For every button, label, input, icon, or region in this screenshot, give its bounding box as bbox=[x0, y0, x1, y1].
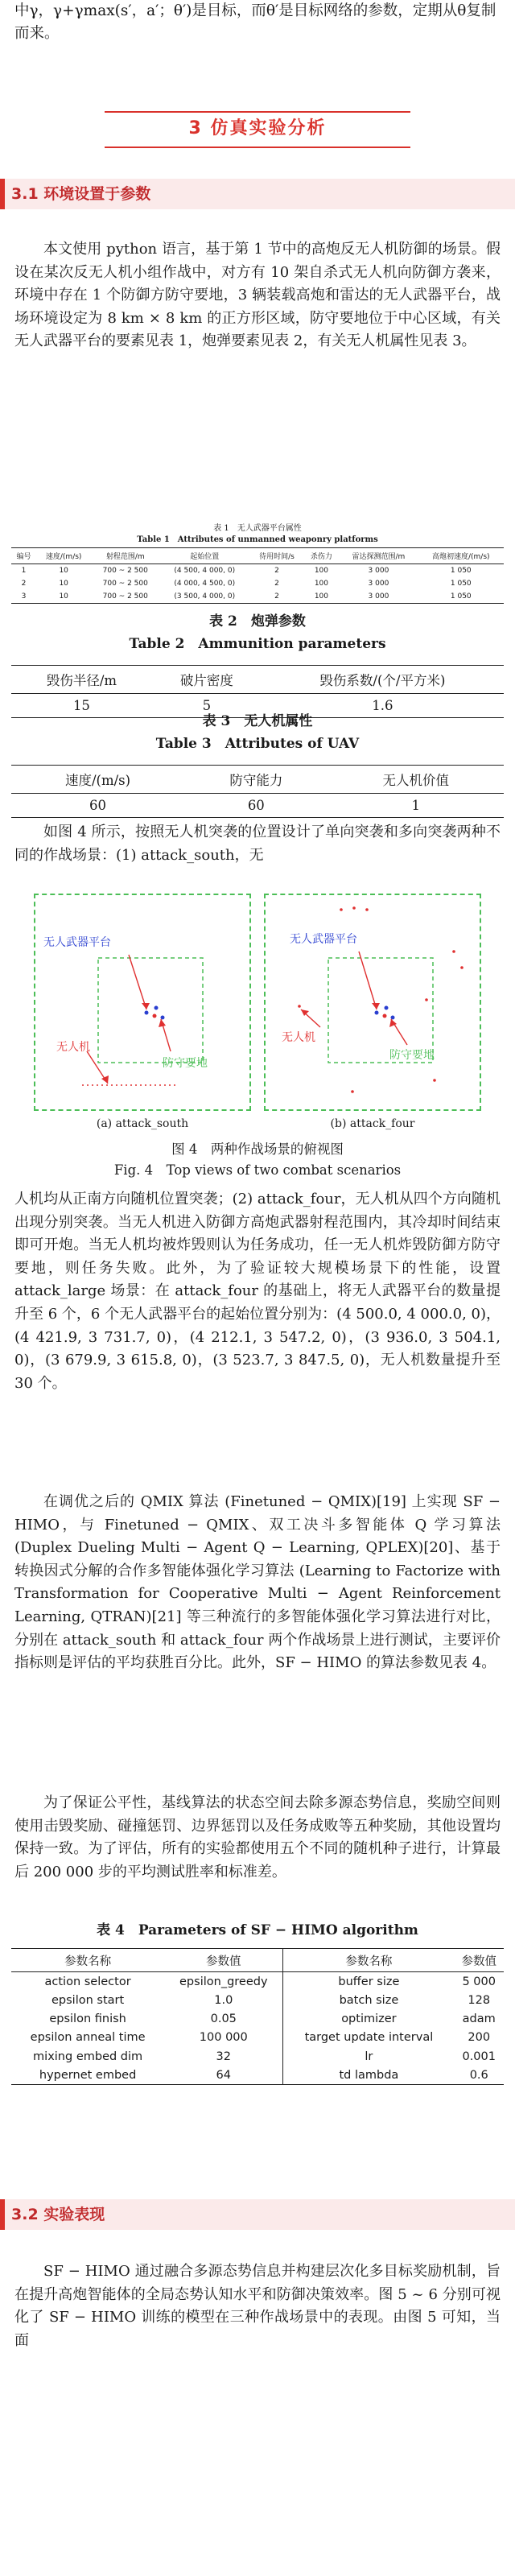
table-cell: mixing embed dim bbox=[33, 2050, 143, 2063]
defense-dot bbox=[153, 1014, 157, 1018]
weapon-dot bbox=[161, 1016, 165, 1020]
table-cell: 100 bbox=[314, 567, 329, 575]
table1-caption-en-label: Table 1 bbox=[137, 535, 170, 544]
paragraph-scenarios-intro: 如图 4 所示，按照无人机突袭的位置设计了单向突袭和多向突袭两种不同的作战场景：(1) attack_south，无 bbox=[14, 824, 501, 864]
table-cell: optimizer bbox=[283, 2010, 455, 2029]
table1-caption-en bbox=[0, 535, 515, 545]
weapon-dot bbox=[385, 1006, 389, 1010]
weapon-dot bbox=[154, 1006, 159, 1010]
table-cell: 15 bbox=[72, 698, 90, 713]
table2-ammunition bbox=[11, 665, 504, 718]
label-defense: 防守要地 bbox=[163, 1057, 208, 1070]
figure4-caption-zh: 图 4 两种作战场景的俯视图 bbox=[171, 1141, 344, 1157]
weapon-dot bbox=[375, 1011, 379, 1015]
subsection-3-1-heading: 3.1 环境设置于参数 bbox=[0, 179, 515, 209]
paragraph-results: SF − HIMO 通过融合多源态势信息并构建层次化多目标奖励机制，旨在提升高炮智能体的全局态势认知水平和防御决策效率。图 5 ~ 6 分别可视化了 SF − HIMO 训练的模型在三种作战场景中的表现。由图 5 可知，当面 bbox=[14, 2263, 501, 2349]
table-cell: 0.001 bbox=[462, 2050, 496, 2063]
uav-dot bbox=[433, 1079, 436, 1082]
table3-uav bbox=[11, 765, 504, 818]
paragraph-baselines: 在调优之后的 QMIX 算法 (Finetuned − QMIX)[19] 上实现 SF − HIMO，与 Finetuned − QMIX、双工决斗多智能体 Q 学习算法 (Duplex Dueling Multi − Agent Q − Learning, QPLEX)[20]、基于转换因式分解的合作多智能体强化学习算法 (Learning to Factorize with Transformation for Cooperative Multi − Agent Reinforcement Learning, QTRAN)[21] 等三种流行的多智能体强化学习算法进行对比，分别在 attack_south 和 attack_four 两个作战场景上进行测试，主要评价指标则是评估的平均获胜百分比。此外，SF − HIMO 的算法参数见表 4。 bbox=[14, 1493, 501, 1672]
panel-attack-south bbox=[34, 894, 251, 1111]
table-row bbox=[11, 2066, 504, 2085]
table-cell: 3 000 bbox=[368, 580, 389, 588]
table-cell: 10 bbox=[59, 580, 68, 588]
subcaption-b: (b) attack_four bbox=[330, 1117, 415, 1130]
table2-header-row bbox=[11, 666, 504, 694]
table-cell: 100 000 bbox=[164, 2029, 283, 2047]
arrow-weapon bbox=[129, 955, 146, 1009]
table3-header-cell: 速度/(m/s) bbox=[64, 773, 131, 788]
table-cell: 64 bbox=[164, 2066, 283, 2085]
table1-header-cell: 雷达探测范围/m bbox=[352, 553, 406, 561]
defense-dot bbox=[383, 1014, 387, 1018]
table-cell: 1.0 bbox=[164, 1991, 283, 2009]
arrowhead bbox=[301, 1009, 309, 1016]
table4-header-row bbox=[11, 1949, 504, 1972]
table-cell: 5 000 bbox=[462, 1975, 496, 1988]
table-cell: 700 ~ 2 500 bbox=[102, 592, 148, 601]
table-cell: 700 ~ 2 500 bbox=[102, 580, 148, 588]
table1-header-row bbox=[11, 548, 504, 564]
table4-header-cell: 参数值 bbox=[164, 1949, 283, 1972]
table-cell: (4 000, 4 500, 0) bbox=[174, 580, 236, 588]
uav-dot bbox=[340, 908, 343, 911]
uav-dot bbox=[425, 998, 428, 1001]
table2-caption-en: Table 2 Ammunition parameters bbox=[129, 636, 386, 652]
table1-weapon-platforms bbox=[11, 547, 504, 604]
subcaption-a: (a) attack_south bbox=[96, 1117, 189, 1130]
table1-header-cell: 起始位置 bbox=[190, 553, 220, 561]
table-cell: 2 bbox=[21, 580, 27, 588]
table-cell: 60 bbox=[89, 798, 107, 813]
table-cell: hypernet embed bbox=[39, 2068, 137, 2082]
uav-dot bbox=[460, 966, 464, 969]
table-cell: 1 050 bbox=[450, 580, 472, 588]
label-defense: 防守要地 bbox=[389, 1049, 435, 1062]
table4-header-cell: 参数名称 bbox=[64, 1955, 112, 1968]
defense-zone-box bbox=[98, 958, 203, 1063]
table3-header-cell: 防守能力 bbox=[229, 773, 283, 788]
table-cell: 3 bbox=[21, 592, 27, 601]
table-cell: buffer size bbox=[283, 1972, 455, 1992]
table-cell: 100 bbox=[314, 580, 329, 588]
table-cell: 1.6 bbox=[372, 698, 393, 713]
table2-header-cell: 毁伤半径/m bbox=[46, 673, 117, 688]
table-row bbox=[11, 590, 504, 604]
table-cell: td lambda bbox=[283, 2066, 455, 2085]
table-cell: 3 000 bbox=[368, 567, 389, 575]
heading-rule-top bbox=[105, 111, 410, 113]
table-cell: target update interval bbox=[283, 2029, 455, 2047]
table-cell: 128 bbox=[468, 1993, 491, 2007]
section-3-heading bbox=[0, 97, 515, 161]
uav-dot bbox=[298, 1005, 301, 1008]
table-row bbox=[11, 2029, 504, 2047]
label-uav: 无人机 bbox=[282, 1031, 315, 1044]
arrowhead bbox=[101, 1075, 109, 1084]
table-cell: 2 bbox=[274, 592, 279, 601]
table-cell: 1 bbox=[21, 567, 27, 575]
table1-header-cell: 射程范围/m bbox=[105, 553, 145, 561]
table-cell: 5 bbox=[202, 698, 212, 713]
table-cell: epsilon_greedy bbox=[164, 1972, 283, 1992]
table1-header-cell: 速度/(m/s) bbox=[45, 553, 82, 561]
table-cell: 1 bbox=[411, 798, 421, 813]
table-cell: (3 500, 4 000, 0) bbox=[174, 592, 236, 601]
table3-caption-en: Table 3 Attributes of UAV bbox=[155, 736, 360, 752]
arrowhead bbox=[159, 1019, 166, 1027]
table-cell: 1 050 bbox=[450, 567, 472, 575]
subsection-3-2-heading: 3.2 实验表现 bbox=[0, 2199, 515, 2230]
table-cell: 0.05 bbox=[164, 2010, 283, 2029]
label-weapon-platform: 无人武器平台 bbox=[43, 936, 111, 949]
table1-caption-zh: 表 1 无人武器平台属性 bbox=[213, 524, 302, 533]
section-title: 3 仿真实验分析 bbox=[188, 118, 327, 138]
uav-dot bbox=[365, 908, 369, 911]
table1-caption-en-text: Attributes of unmanned weaponry platforms bbox=[177, 535, 378, 544]
table-cell: (4 500, 4 000, 0) bbox=[174, 567, 236, 575]
table1-header-cell: 高炮初速度/(m/s) bbox=[432, 553, 490, 561]
table-cell: 60 bbox=[247, 798, 265, 813]
figure4-caption-en: Fig. 4 Top views of two combat scenarios bbox=[113, 1162, 402, 1178]
uav-dot bbox=[452, 950, 455, 953]
table-cell: 1 050 bbox=[450, 592, 472, 601]
table4-caption-en: Parameters of SF − HIMO algorithm bbox=[138, 1922, 418, 1938]
table1-header-cell: 待用时间/s bbox=[259, 553, 295, 561]
table-cell: epsilon finish bbox=[49, 2013, 126, 2026]
table-cell: lr bbox=[283, 2047, 455, 2066]
table-row bbox=[11, 1972, 504, 1992]
table-cell: 10 bbox=[59, 592, 68, 601]
panel-b-drawing bbox=[264, 894, 481, 1111]
table-cell: epsilon anneal time bbox=[30, 2031, 146, 2045]
table4-header-cell: 参数值 bbox=[461, 1955, 496, 1968]
uav-dot bbox=[352, 906, 356, 910]
label-weapon-platform: 无人武器平台 bbox=[290, 933, 357, 946]
weapon-dot bbox=[145, 1011, 149, 1015]
table4-header-cell: 参数名称 bbox=[283, 1949, 455, 1972]
table2-caption-zh: 表 2 炮弹参数 bbox=[209, 613, 306, 630]
weapon-dot bbox=[391, 1016, 395, 1020]
table-cell: action selector bbox=[44, 1975, 131, 1988]
table4-algorithm-params bbox=[11, 1948, 504, 2085]
table-cell: 100 bbox=[314, 592, 329, 601]
table4-caption-label: 表 4 bbox=[97, 1922, 125, 1938]
table-cell: epsilon start bbox=[52, 1993, 125, 2007]
table-row bbox=[11, 577, 504, 590]
table2-header-cell: 毁伤系数/(个/平方米) bbox=[319, 673, 446, 688]
table3-header-cell: 无人机价值 bbox=[382, 773, 450, 788]
table-row bbox=[11, 2047, 504, 2066]
table-cell: 2 bbox=[274, 580, 279, 588]
table-cell: batch size bbox=[283, 1991, 455, 2009]
table-row bbox=[11, 1991, 504, 2009]
paragraph-environment: 本文使用 python 语言，基于第 1 节中的高炮反无人机防御的场景。假设在某次反无人机小组作战中，对方有 10 架自杀式无人机向防御方袭来，环境中存在 1 个防御方防守要地，3 辆装载高炮和雷达的无人武器平台，战场环境设定为 8 km × 8 km 的正方形区域，防守要地位于中心区域，有关无人武器平台的要素见表 1，炮弹要素见表 2，有关无人机属性见表 3。 bbox=[14, 241, 501, 350]
table1-header-cell: 杀伤力 bbox=[310, 553, 332, 561]
table-row bbox=[11, 2010, 504, 2029]
paragraph-scenarios-detail: 人机均从正南方向随机位置突袭；(2) attack_four，无人机从四个方向随机出现分别突袭。当无人机进入防御方高炮武器射程范围内，其冷却时间结束即可开炮。当无人机均被炸毁则认为任务成功，任一无人机炸毁防御方防守要地，则任务失败。此外，为了验证较大规模场景下的性能，设置 attack_large 场景：在 attack_four 的基础上，将无人武器平台的数量提升至 6 个，6 个无人武器平台的起始位置分别为：(4 500.0, 4 000.0, 0)，(4 421.9, 3 731.7, 0)，(4 212.1, 3 547.2, 0)，(3 936.0, 3 504.1, 0)，(3 679.9, 3 615.8, 0)，(3 523.7, 3 847.5, 0)，无人机数量提升至 30 个。 bbox=[14, 1191, 501, 1392]
table2-header-cell: 破片密度 bbox=[179, 673, 233, 688]
table3-caption-zh: 表 3 无人机属性 bbox=[202, 713, 313, 729]
table3-header-row bbox=[11, 766, 504, 794]
panel-a-drawing bbox=[34, 894, 251, 1111]
paragraph-fairness: 为了保证公平性，基线算法的状态空间去除多源态势信息，奖励空间则使用击毁奖励、碰撞惩罚、边界惩罚以及任务成败等五种奖励，其他设置均保持一致。为了评估，所有的实验都使用五个不同的随机种子进行，计算最后 200 000 步的平均测试胜率和标准差。 bbox=[14, 1794, 501, 1880]
table-cell: 3 000 bbox=[368, 592, 389, 601]
heading-rule-bottom bbox=[105, 147, 410, 148]
table-row bbox=[11, 564, 504, 578]
arrow-weapon bbox=[359, 952, 377, 1009]
table-cell: adam bbox=[462, 2013, 496, 2026]
table4-caption bbox=[0, 1921, 515, 1940]
intro-fragment: 中γ，γ+γmax(s′，a′；θ′)是目标，而θ′是目标网络的参数，定期从θ复制而来。 bbox=[14, 2, 496, 42]
table-cell: 200 bbox=[468, 2031, 491, 2045]
table-cell: 32 bbox=[164, 2047, 283, 2066]
figure-4 bbox=[34, 894, 481, 1135]
table1-header-cell: 编号 bbox=[16, 553, 31, 561]
uav-dot bbox=[351, 1090, 354, 1093]
panel-attack-four bbox=[264, 894, 481, 1111]
label-uav: 无人机 bbox=[56, 1041, 90, 1054]
table-row bbox=[11, 794, 504, 818]
table-cell: 10 bbox=[59, 567, 68, 575]
table-cell: 0.6 bbox=[469, 2068, 488, 2082]
table-cell: 2 bbox=[274, 567, 279, 575]
table-cell: 700 ~ 2 500 bbox=[102, 567, 148, 575]
